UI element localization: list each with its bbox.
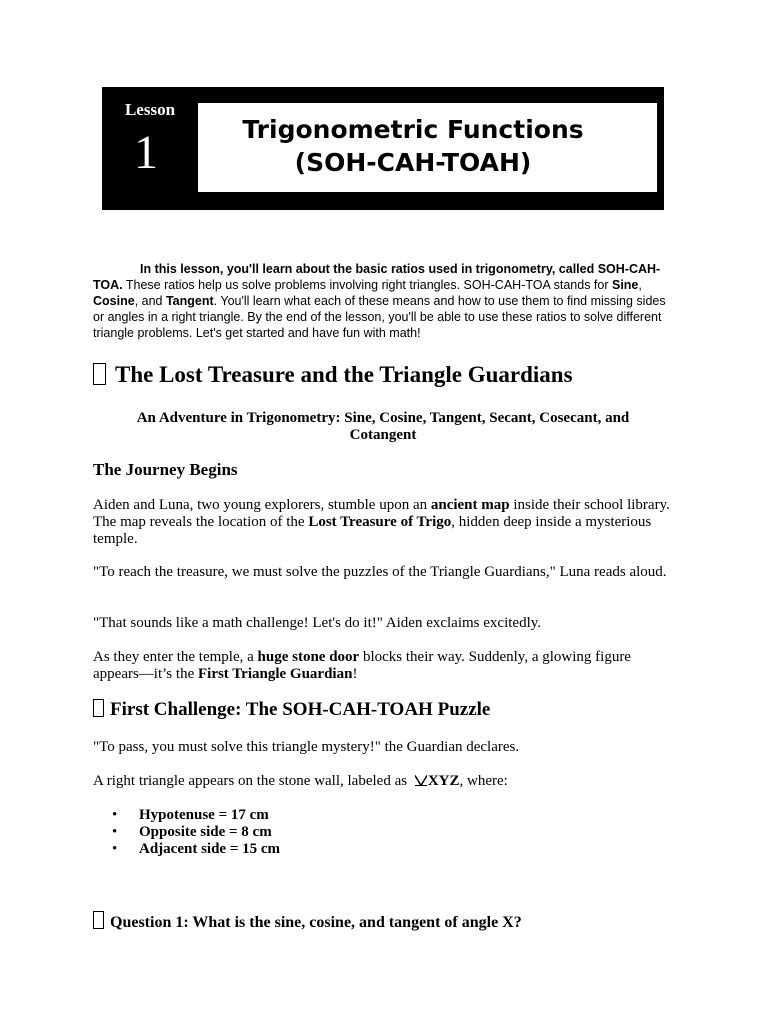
list-item: • Hypotenuse = 17 cm [112,807,280,824]
lesson-label-box [102,87,198,193]
intro-text: . You'll learn what each of these means and how to use them to find missing sides or angles in a right triangle. By the end of the lesson, you'll be able to use these ratios to solve different triangle problems. Let's get started and have fun with math! [93,294,666,340]
paragraph: "To reach the treasure, we must solve the puzzles of the Triangle Guardians," Luna reads aloud. [93,564,667,580]
challenge-heading [93,699,490,721]
list-item: • Opposite side = 8 cm [112,824,280,841]
lesson-word: Lesson [124,100,176,119]
story-title [93,362,713,388]
paragraph [93,649,673,683]
term-sine: Sine [611,278,639,292]
text: , hidden deep inside a mysterious temple. [93,514,652,547]
triangle-icon [415,775,427,786]
emphasis: huge stone door [257,649,360,665]
lesson-number: 1 [134,126,158,179]
lesson-banner [102,87,664,210]
intro-paragraph [93,261,673,341]
triangle-label: XYZ [427,773,460,789]
journey-heading: The Journey Begins [93,460,238,479]
question-heading [93,911,522,932]
challenge-heading-text: First Challenge: The SOH-CAH-TOAH Puzzle [110,699,491,720]
paragraph [93,497,673,548]
intro-sep: , [638,278,642,292]
emphasis: First Triangle Guardian [197,666,353,682]
missing-glyph-icon [93,699,104,717]
story-subtitle: An Adventure in Trigonometry: Sine, Cosine, Tangent, Secant, Cosecant, and Cotangent [136,410,630,443]
list-item: • Adjacent side = 15 cm [112,841,280,858]
intro-text: These ratios help us solve problems involving right triangles. SOH-CAH-TOA stands for [122,278,612,292]
paragraph: "That sounds like a math challenge! Let's do it!" Aiden exclaims excitedly. [93,615,542,631]
side-lengths-list [112,807,280,858]
question-text: Question 1: What is the sine, cosine, and tangent of angle X? [110,914,522,931]
text: ! [352,666,358,682]
text: blocks their way. Suddenly, a glowing figure appears—it’s the [93,649,631,682]
missing-glyph-icon [93,911,104,929]
text: As they enter the temple, a [93,649,258,665]
text: A right triangle appears on the stone wall, labeled as [93,773,411,789]
intro-sep: , and [134,294,166,308]
term-cosine: Cosine [93,294,135,308]
title-box [198,103,657,192]
paragraph: "To pass, you must solve this triangle mystery!" the Guardian declares. [93,739,520,755]
emphasis: ancient map [430,497,510,513]
text: inside their school library. The map reveals the location of the [93,497,670,530]
lesson-title: Trigonometric Functions (SOH-CAH-TOAH) [242,115,584,177]
missing-glyph-icon [93,363,106,385]
term-tangent: Tangent [165,294,214,308]
text: Aiden and Luna, two young explorers, stumble upon an [93,497,431,513]
story-title-text: The Lost Treasure and the Triangle Guardians [115,362,573,387]
emphasis: Lost Treasure of Trigo [308,514,452,530]
intro-lead: In this lesson, you'll learn about the basic ratios used in trigonometry, called SOH-CAH-TOA. [93,262,661,292]
paragraph [93,773,673,790]
text: , where: [459,773,508,789]
